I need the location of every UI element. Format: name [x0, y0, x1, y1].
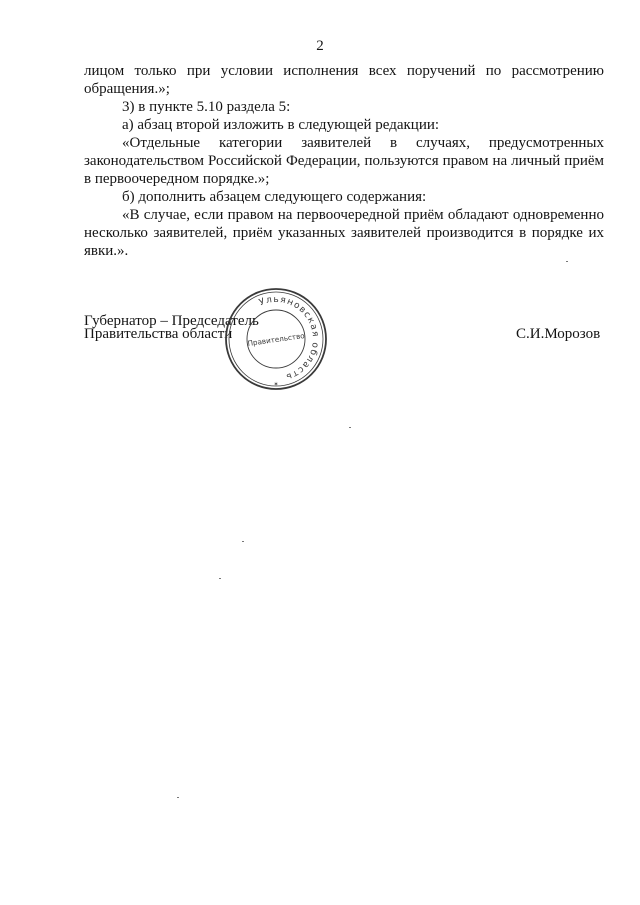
stamp-ring-text: Ульяновская область: [257, 294, 321, 382]
signatory-name: С.И.Морозов: [516, 326, 601, 342]
scan-speck: [242, 541, 244, 542]
stamp-star-icon: ✶: [273, 382, 279, 388]
paragraph-4: «Отдельные категории заявителей в случаях, предусмотренных законодательством Российской Федерации, пользуются правом на личный приём в первоочередном порядке.»;: [84, 135, 604, 187]
scan-speck: [219, 578, 221, 579]
signature-position-line-2: Правительства области: [84, 326, 233, 342]
stamp-center-text: Правительство: [246, 331, 306, 348]
page-number: 2: [316, 38, 324, 54]
paragraph-6: «В случае, если правом на первоочередной приём обладают одновременно несколько заявителей, приём указанных заявителей производится в порядке их явки.».: [84, 207, 604, 259]
paragraph-3: а) абзац второй изложить в следующей редакции:: [122, 117, 440, 133]
official-seal-stamp: [223, 286, 329, 392]
scan-speck: [349, 427, 351, 428]
paragraph-2: 3) в пункте 5.10 раздела 5:: [122, 99, 291, 115]
paragraph-1: лицом только при условии исполнения всех поручений по рассмотрению обращения.»;: [84, 63, 604, 97]
scan-speck: [566, 261, 568, 262]
scan-speck: [177, 797, 179, 798]
paragraph-5: б) дополнить абзацем следующего содержания:: [122, 189, 427, 205]
signature-position-line-1: Губернатор – Председатель: [84, 313, 259, 329]
